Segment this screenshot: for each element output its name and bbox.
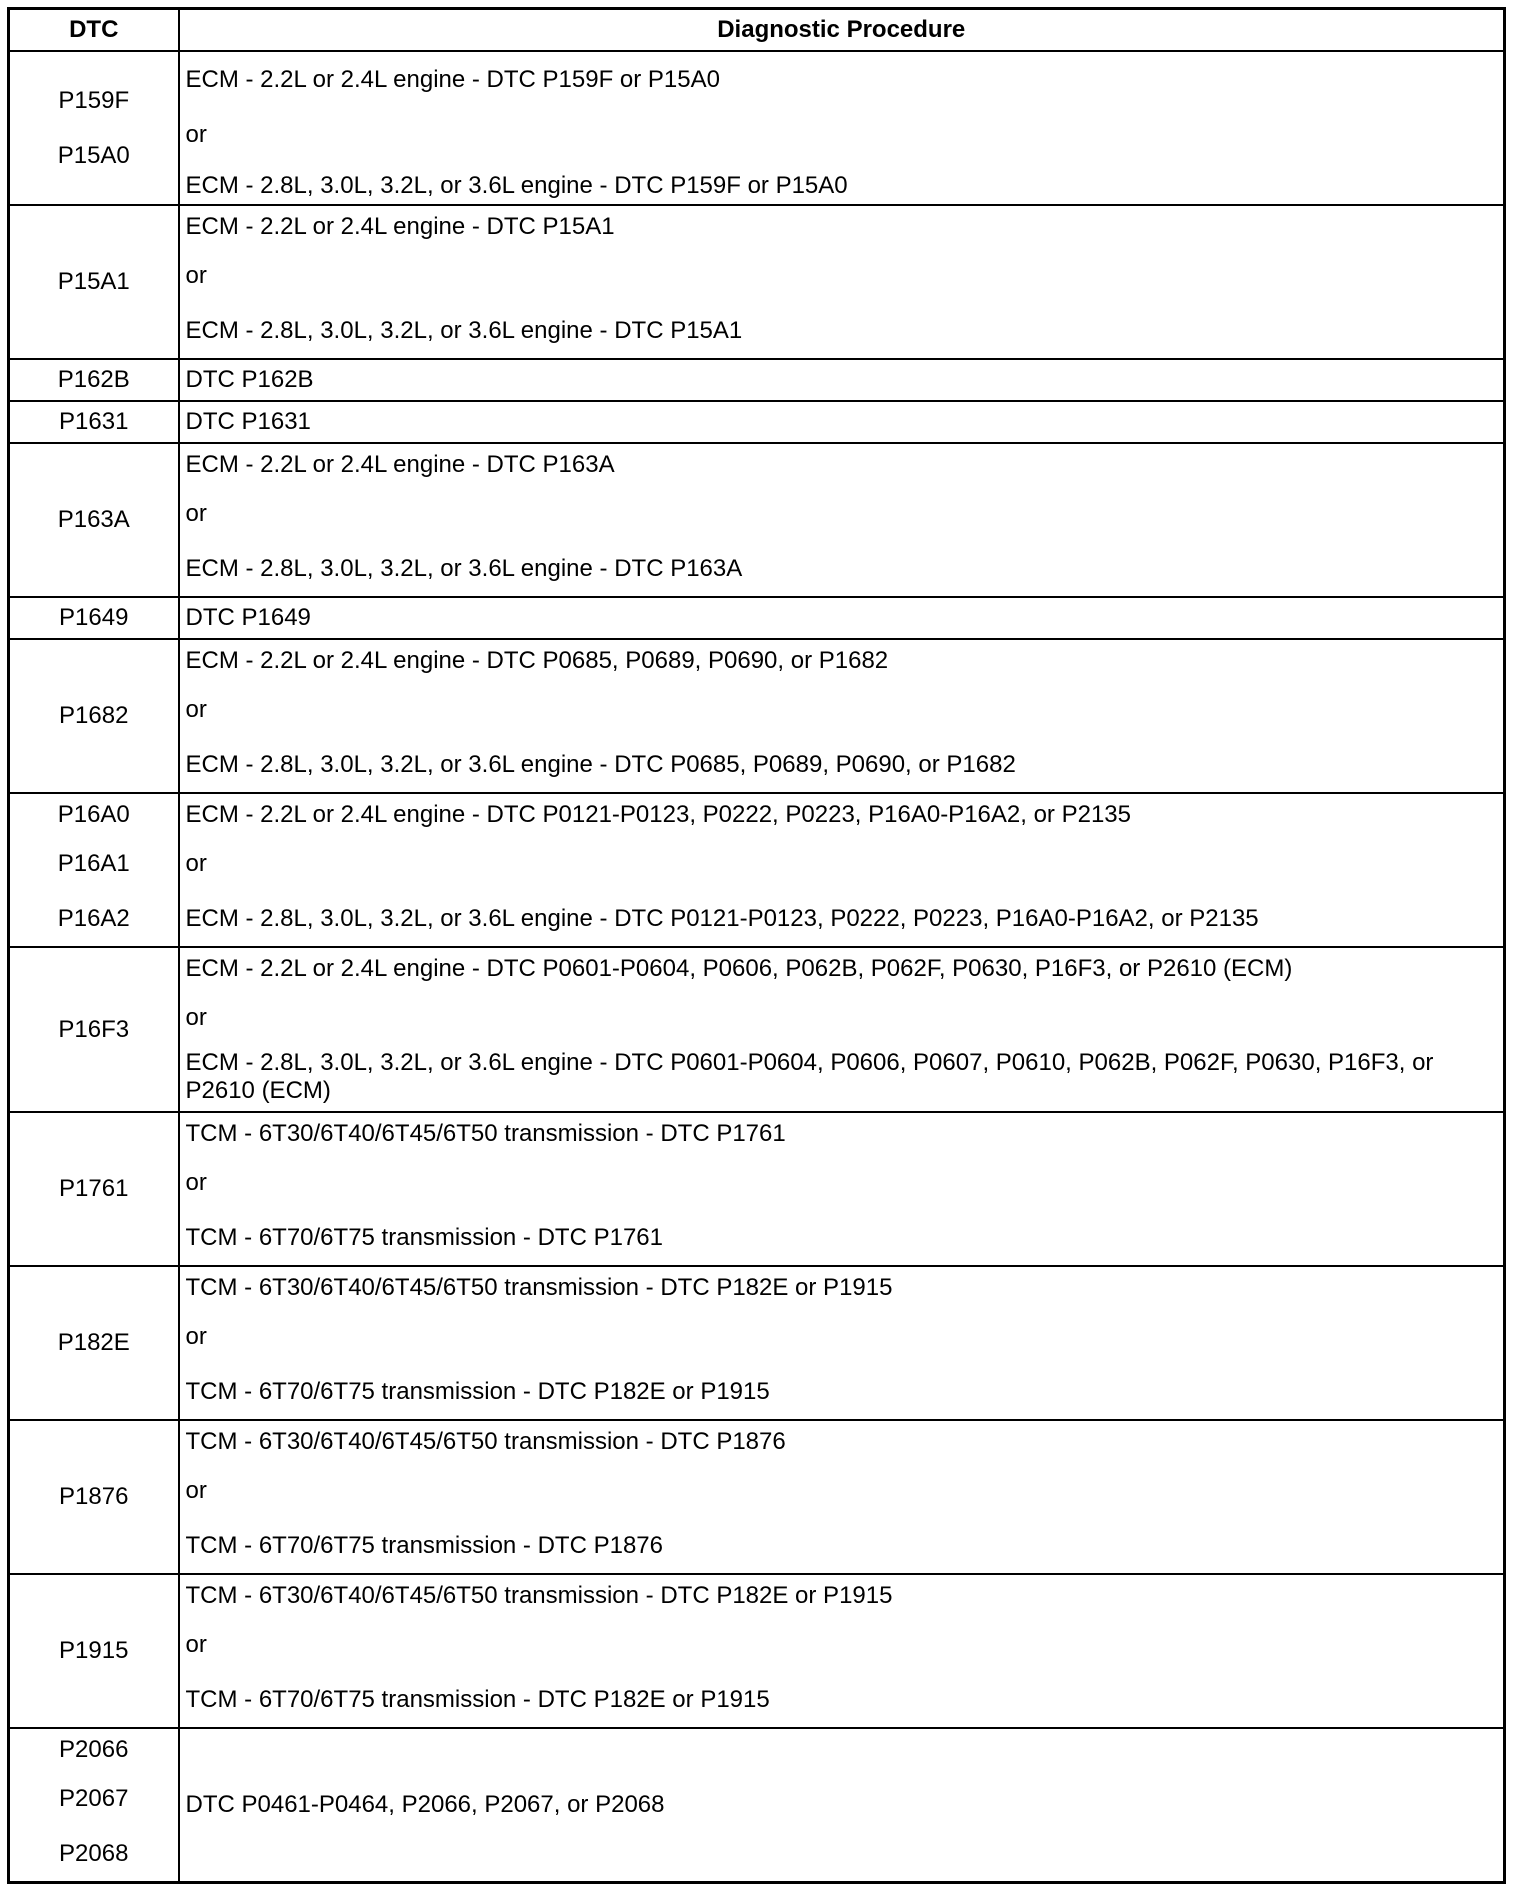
- dtc-code: P16A0: [57, 801, 130, 828]
- table-row: [9, 793, 1505, 947]
- procedure-link[interactable]: ECM - 2.2L or 2.4L engine - DTC P0601-P0604, P0606, P062B, P062F, P0630, P16F3, or P2610 (ECM): [185, 955, 1293, 982]
- procedure-link[interactable]: DTC P1649: [185, 604, 311, 631]
- procedure-or: or: [185, 1003, 207, 1031]
- procedure-cell: [179, 51, 1505, 205]
- table-row: [9, 597, 1505, 639]
- procedure-link[interactable]: TCM - 6T30/6T40/6T45/6T50 transmission - DTC P182E or P1915: [185, 1274, 893, 1301]
- procedure-cell: [179, 1266, 1505, 1420]
- procedure-link[interactable]: ECM - 2.8L, 3.0L, 3.2L, or 3.6L engine - DTC P0121-P0123, P0222, P0223, P16A0-P16A2, or P2135: [185, 904, 1259, 932]
- procedure-link[interactable]: ECM - 2.2L or 2.4L engine - DTC P163A: [185, 451, 615, 478]
- procedure-link[interactable]: ECM - 2.8L, 3.0L, 3.2L, or 3.6L engine - DTC P0685, P0689, P0690, or P1682: [185, 750, 1016, 778]
- procedure-link[interactable]: ECM - 2.2L or 2.4L engine - DTC P15A1: [185, 213, 615, 240]
- procedure-or: or: [185, 695, 207, 723]
- procedure-link[interactable]: TCM - 6T70/6T75 transmission - DTC P182E or P1915: [185, 1685, 770, 1713]
- procedure-or: or: [185, 120, 207, 148]
- procedure-link[interactable]: TCM - 6T70/6T75 transmission - DTC P1876: [185, 1531, 663, 1559]
- procedure-or: or: [185, 1322, 207, 1350]
- dtc-cell: P1631: [9, 401, 179, 443]
- procedure-cell: [179, 205, 1505, 359]
- table-row: [9, 1728, 1505, 1883]
- dtc-cell: [9, 793, 179, 947]
- dtc-table: [7, 7, 1506, 1884]
- procedure-link[interactable]: TCM - 6T30/6T40/6T45/6T50 transmission - DTC P182E or P1915: [185, 1582, 893, 1609]
- dtc-cell: [9, 51, 179, 205]
- procedure-link[interactable]: TCM - 6T70/6T75 transmission - DTC P1761: [185, 1223, 663, 1251]
- procedure-cell: [179, 1574, 1505, 1728]
- dtc-cell: P182E: [9, 1266, 179, 1420]
- procedure-or: or: [185, 499, 207, 527]
- procedure-or: or: [185, 1476, 207, 1504]
- procedure-link[interactable]: ECM - 2.2L or 2.4L engine - DTC P0121-P0123, P0222, P0223, P16A0-P16A2, or P2135: [185, 801, 1131, 828]
- dtc-code: P159F: [58, 86, 130, 114]
- procedure-cell: [179, 359, 1505, 401]
- dtc-code: P15A0: [57, 141, 130, 169]
- procedure-link[interactable]: DTC P162B: [185, 366, 314, 393]
- table-row: [9, 443, 1505, 597]
- table-row: [9, 1266, 1505, 1420]
- procedure-cell: [179, 1420, 1505, 1574]
- dtc-cell: P1876: [9, 1420, 179, 1574]
- dtc-code: P2067: [59, 1784, 129, 1812]
- table-row: [9, 1420, 1505, 1574]
- dtc-cell: P1915: [9, 1574, 179, 1728]
- procedure-link[interactable]: ECM - 2.8L, 3.0L, 3.2L, or 3.6L engine - DTC P15A1: [185, 316, 743, 344]
- procedure-cell: [179, 1728, 1505, 1883]
- table-row: [9, 1112, 1505, 1266]
- table-row: [9, 51, 1505, 205]
- procedure-cell: [179, 947, 1505, 1112]
- procedure-link[interactable]: ECM - 2.8L, 3.0L, 3.2L, or 3.6L engine - DTC P163A: [185, 554, 743, 582]
- dtc-cell: [9, 1728, 179, 1883]
- procedure-or: or: [185, 261, 207, 289]
- dtc-cell: P163A: [9, 443, 179, 597]
- dtc-code: P2068: [59, 1839, 129, 1867]
- dtc-cell: P1649: [9, 597, 179, 639]
- header-row: [9, 9, 1505, 52]
- procedure-link[interactable]: ECM - 2.8L, 3.0L, 3.2L, or 3.6L engine - DTC P159F or P15A0: [185, 172, 848, 199]
- procedure-cell: [179, 639, 1505, 793]
- procedure-link[interactable]: ECM - 2.8L, 3.0L, 3.2L, or 3.6L engine - DTC P0601-P0604, P0606, P0607, P0610, P062B, P062F, P0630, P16F3, or P2610 (ECM): [185, 1049, 1434, 1104]
- procedure-link[interactable]: ECM - 2.2L or 2.4L engine - DTC P159F or P15A0: [185, 65, 720, 93]
- header-procedure: Diagnostic Procedure: [179, 9, 1505, 52]
- procedure-cell: [179, 597, 1505, 639]
- header-dtc: DTC: [9, 9, 179, 52]
- procedure-or: or: [185, 1630, 207, 1658]
- dtc-cell: P162B: [9, 359, 179, 401]
- procedure-cell: [179, 401, 1505, 443]
- dtc-cell: P1682: [9, 639, 179, 793]
- table-row: [9, 359, 1505, 401]
- procedure-cell: [179, 793, 1505, 947]
- table-row: [9, 205, 1505, 359]
- procedure-link[interactable]: DTC P1631: [185, 408, 311, 435]
- dtc-code: P16A1: [57, 849, 130, 877]
- procedure-or: or: [185, 1168, 207, 1196]
- table-row: [9, 401, 1505, 443]
- procedure-link[interactable]: DTC P0461-P0464, P2066, P2067, or P2068: [185, 1791, 665, 1818]
- procedure-cell: [179, 443, 1505, 597]
- dtc-cell: P1761: [9, 1112, 179, 1266]
- procedure-or: or: [185, 849, 207, 877]
- dtc-cell: P16F3: [9, 947, 179, 1112]
- table-row: [9, 639, 1505, 793]
- dtc-code: P2066: [59, 1736, 129, 1763]
- procedure-cell: [179, 1112, 1505, 1266]
- table-row: [9, 947, 1505, 1112]
- procedure-link[interactable]: ECM - 2.2L or 2.4L engine - DTC P0685, P0689, P0690, or P1682: [185, 647, 889, 674]
- procedure-link[interactable]: TCM - 6T30/6T40/6T45/6T50 transmission - DTC P1761: [185, 1120, 786, 1147]
- dtc-cell: P15A1: [9, 205, 179, 359]
- procedure-link[interactable]: TCM - 6T30/6T40/6T45/6T50 transmission - DTC P1876: [185, 1428, 786, 1455]
- table-row: [9, 1574, 1505, 1728]
- dtc-code: P16A2: [57, 904, 130, 932]
- procedure-link[interactable]: TCM - 6T70/6T75 transmission - DTC P182E or P1915: [185, 1377, 770, 1405]
